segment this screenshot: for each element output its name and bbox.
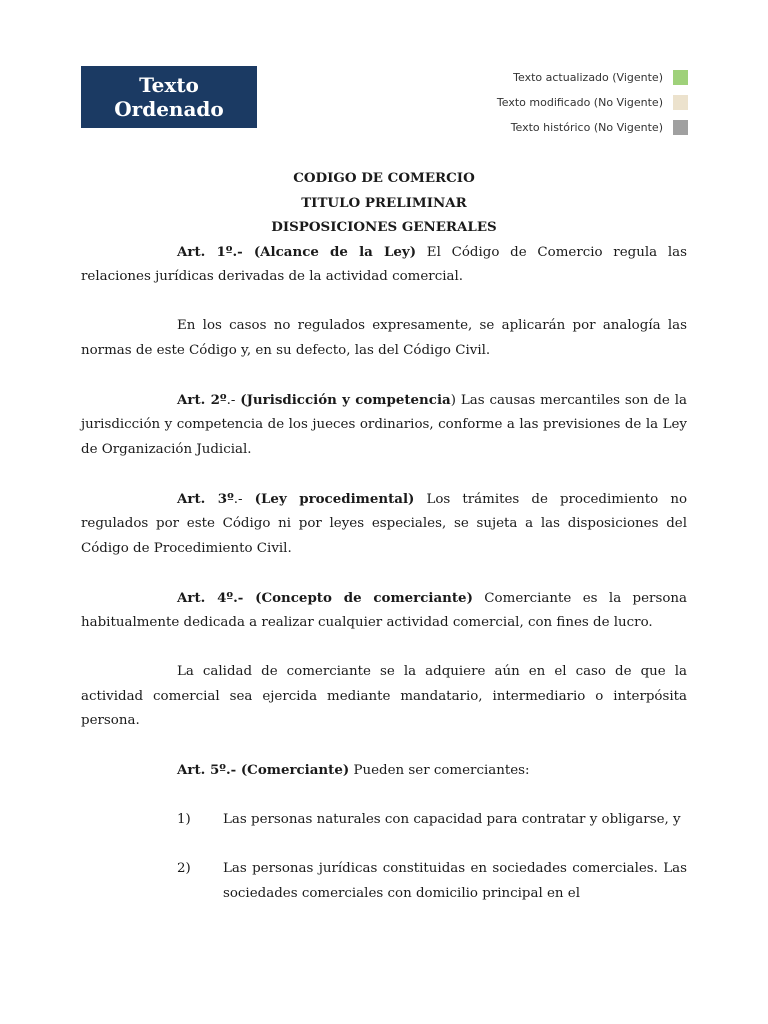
legend-swatch-green: [673, 70, 688, 85]
badge-line-1: Texto: [139, 73, 199, 97]
article-2: [81, 388, 687, 463]
article-1-heading: Art. 1º.- (Alcance de la Ley): [177, 243, 417, 260]
article-5: [81, 758, 687, 784]
section-heading: DISPOSICIONES GENERALES: [271, 219, 497, 235]
badge-line-2: Ordenado: [114, 97, 224, 121]
legend-label: Texto histórico (No Vigente): [510, 121, 663, 134]
article-3: [81, 487, 687, 562]
legend-label: Texto actualizado (Vigente): [513, 71, 663, 84]
article-3-separator: .-: [233, 491, 255, 507]
legend-swatch-beige: [673, 95, 688, 110]
legend-label: Texto modificado (No Vigente): [496, 96, 663, 109]
texto-ordenado-badge: [81, 66, 257, 128]
list-item: [81, 808, 687, 833]
article-5-text: Pueden ser comerciantes:: [349, 763, 530, 778]
article-2-heading: (Jurisdicción y competencia: [240, 391, 451, 408]
article-4: [81, 586, 687, 636]
article-4-text: Comerciante es la persona habitualmente dedicada a realizar cualquier actividad comercial, con fines de lucro.: [81, 590, 687, 630]
list-item-number: 1): [177, 812, 191, 827]
article-3-heading: (Ley procedimental): [254, 490, 415, 507]
article-4-paragraph-2: La calidad de comerciante se la adquiere aún en el caso de que la actividad comercial sea ejercida mediante mandatario, intermediario o interpósita persona.: [81, 664, 687, 728]
list-item: [81, 857, 687, 906]
article-4-heading: Art. 4º.- (Concepto de comerciante): [177, 589, 473, 606]
article-1: [81, 240, 687, 290]
legend-item-historico: [428, 115, 688, 140]
list-item-text: Las personas naturales con capacidad para contratar y obligarse, y: [223, 812, 681, 827]
article-2-number: Art. 2º: [177, 391, 227, 408]
article-5-heading: Art. 5º.- (Comerciante): [177, 762, 350, 778]
list-item-text: Las personas jurídicas constituidas en sociedades comerciales. Las sociedades comerciales con domicilio principal en el: [223, 861, 687, 901]
document-title: CODIGO DE COMERCIO: [293, 170, 475, 186]
article-3-number: Art. 3º: [177, 490, 234, 507]
legend-swatch-gray: [673, 120, 688, 135]
article-2-separator: .-: [226, 392, 241, 408]
article-1-text: El Código de Comercio regula las relaciones jurídicas derivadas de la actividad comercial.: [81, 244, 687, 284]
article-2-text: ) Las causas mercantiles son de la jurisdicción y competencia de los jueces ordinarios, conforme a las previsiones de la Ley de Organización Judicial.: [81, 392, 687, 457]
title-preliminar: TITULO PRELIMINAR: [301, 194, 467, 211]
article-1-paragraph-2: En los casos no regulados expresamente, se aplicarán por analogía las normas de este Código y, en su defecto, las del Código Civil.: [81, 318, 687, 358]
list-item-number: 2): [177, 861, 191, 876]
status-legend: [428, 65, 688, 140]
document-body: [81, 166, 687, 906]
legend-item-modificado: [428, 90, 688, 115]
legend-item-vigente: [428, 65, 688, 90]
article-3-text: Los trámites de procedimiento no regulados por este Código ni por leyes especiales, se sujeta a las disposiciones del Código de Procedimiento Civil.: [81, 491, 688, 556]
